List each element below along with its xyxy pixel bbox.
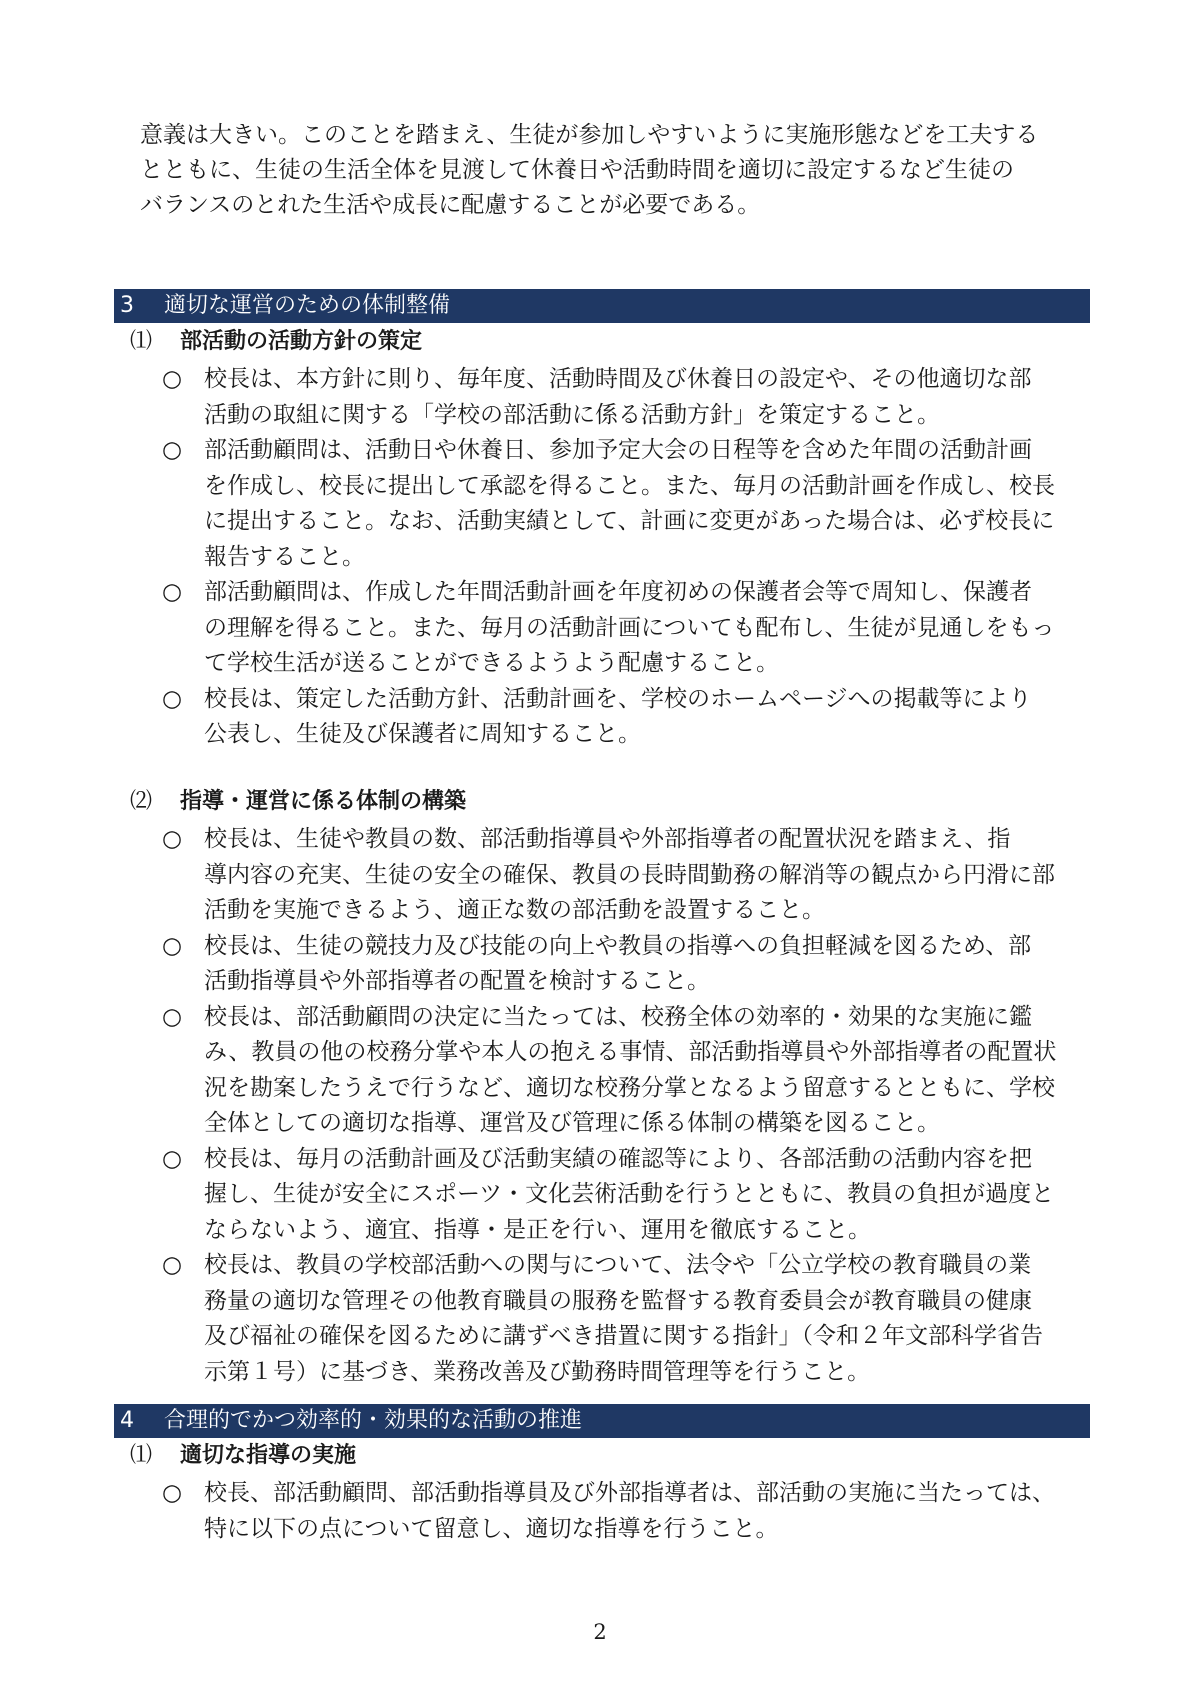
text-line: 校長は、本方針に則り、毎年度、活動時間及び休養日の設定や、その他適切な部: [204, 366, 1032, 392]
section-heading-3: [114, 289, 1090, 323]
circle-bullet: ○: [162, 1480, 183, 1506]
text-line: 校長は、策定した活動方針、活動計画を、学校のホームページへの掲載等により: [204, 685, 1032, 712]
text-line: 公表し、生徒及び保護者に周知すること。: [204, 721, 641, 747]
circle-bullet: ○: [162, 1003, 183, 1030]
page-number: 2: [593, 1620, 607, 1644]
list-item: [162, 433, 1092, 575]
text-line: 校長は、生徒の競技力及び技能の向上や教員の指導への負担軽減を図るため、部: [204, 932, 1032, 959]
circle-bullet: ○: [162, 437, 183, 463]
text-line: 全体としての適切な指導、運営及び管理に係る体制の構築を図ること。: [204, 1110, 940, 1136]
intro-paragraph: [140, 118, 1090, 223]
subsection-number: ⑴: [130, 329, 153, 354]
text-line: 校長は、生徒や教員の数、部活動指導員や外部指導者の配置状況を踏まえ、指: [204, 826, 1011, 852]
text-line: 務量の適切な管理その他教育職員の服務を監督する教育委員会が教育職員の健康: [204, 1287, 1032, 1314]
subsection-title: 部活動の活動方針の策定: [180, 329, 423, 354]
list-item: [162, 1142, 1092, 1249]
text-line: 活動指導員や外部指導者の配置を検討すること。: [204, 968, 710, 994]
item-list-3-2: [162, 822, 1092, 1390]
text-line: とともに、生徒の生活全体を見渡して休養日や活動時間を適切に設定するなど生徒の: [140, 157, 1014, 183]
circle-bullet: ○: [162, 1252, 183, 1278]
subsection-title: 指導・運営に係る体制の構築: [180, 789, 467, 814]
text-line: バランスのとれた生活や成長に配慮することが必要である。: [140, 192, 761, 218]
circle-bullet: ○: [162, 826, 183, 852]
text-line: 活動の取組に関する「学校の部活動に係る活動方針」を策定すること。: [204, 401, 940, 428]
text-line: 部活動顧問は、活動日や休養日、参加予定大会の日程等を含めた年間の活動計画: [204, 437, 1032, 463]
subsection-number: ⑵: [130, 789, 153, 814]
text-line: 校長は、教員の学校部活動への関与について、法令や「公立学校の教育職員の業: [204, 1252, 1032, 1278]
circle-bullet: ○: [162, 579, 183, 605]
subsection-heading-3-2: [130, 786, 466, 818]
list-item: [162, 929, 1092, 1000]
text-line: 示第１号）に基づき、業務改善及び勤務時間管理等を行うこと。: [204, 1358, 871, 1385]
text-line: に提出すること。なお、活動実績として、計画に変更があった場合は、必ず校長に: [204, 508, 1055, 534]
text-line: ならないよう、適宜、指導・是正を行い、運用を徹底すること。: [204, 1216, 871, 1243]
list-item: [162, 682, 1092, 753]
list-item: [162, 362, 1092, 433]
list-item: [162, 1000, 1092, 1142]
section-title: 適切な運営のための体制整備: [164, 293, 451, 318]
text-line: の理解を得ること。また、毎月の活動計画についても配布し、生徒が見通しをもっ: [204, 614, 1055, 641]
section-number: 3: [120, 293, 134, 318]
subsection-number: ⑴: [130, 1443, 153, 1468]
text-line: 活動を実施できるよう、適正な数の部活動を設置すること。: [204, 897, 825, 923]
text-line: 導内容の充実、生徒の安全の確保、教員の長時間勤務の解消等の観点から円滑に部: [204, 861, 1055, 888]
section-title: 合理的でかつ効率的・効果的な活動の推進: [164, 1408, 583, 1433]
text-line: 意義は大きい。このことを踏まえ、生徒が参加しやすいように実施形態などを工夫する: [140, 122, 1039, 148]
item-list-3-1: [162, 362, 1092, 753]
list-item: [162, 1476, 1092, 1547]
section-heading-4: [114, 1404, 1090, 1438]
list-item: [162, 575, 1092, 682]
text-line: 校長は、毎月の活動計画及び活動実績の確認等により、各部活動の活動内容を把: [204, 1145, 1032, 1172]
text-line: を作成し、校長に提出して承認を得ること。また、毎月の活動計画を作成し、校長: [204, 472, 1055, 499]
subsection-heading-4-1: [130, 1440, 356, 1472]
list-item: [162, 1248, 1092, 1390]
circle-bullet: ○: [162, 1145, 183, 1172]
circle-bullet: ○: [162, 685, 183, 712]
text-line: 部活動顧問は、作成した年間活動計画を年度初めの保護者会等で周知し、保護者: [204, 579, 1032, 605]
text-line: 握し、生徒が安全にスポーツ・文化芸術活動を行うとともに、教員の負担が過度と: [204, 1181, 1055, 1207]
circle-bullet: ○: [162, 932, 183, 959]
list-item: [162, 822, 1092, 929]
item-list-4-1: [162, 1476, 1092, 1547]
text-line: 報告すること。: [204, 543, 365, 570]
text-line: み、教員の他の校務分掌や本人の抱える事情、部活動指導員や外部指導者の配置状: [204, 1039, 1057, 1065]
text-line: 校長は、部活動顧問の決定に当たっては、校務全体の効率的・効果的な実施に鑑: [204, 1003, 1032, 1030]
section-number: 4: [120, 1408, 134, 1433]
subsection-heading-3-1: [130, 326, 422, 358]
text-line: 校長、部活動顧問、部活動指導員及び外部指導者は、部活動の実施に当たっては、: [204, 1480, 1055, 1506]
text-line: 況を勘案したうえで行うなど、適切な校務分掌となるよう留意するとともに、学校: [204, 1074, 1055, 1101]
text-line: て学校生活が送ることができるようよう配慮すること。: [204, 650, 779, 676]
text-line: 特に以下の点について留意し、適切な指導を行うこと。: [204, 1515, 779, 1542]
text-line: 及び福祉の確保を図るために講ずべき措置に関する指針」（令和２年文部科学省告: [204, 1323, 1044, 1349]
subsection-title: 適切な指導の実施: [180, 1443, 357, 1468]
circle-bullet: ○: [162, 366, 183, 392]
